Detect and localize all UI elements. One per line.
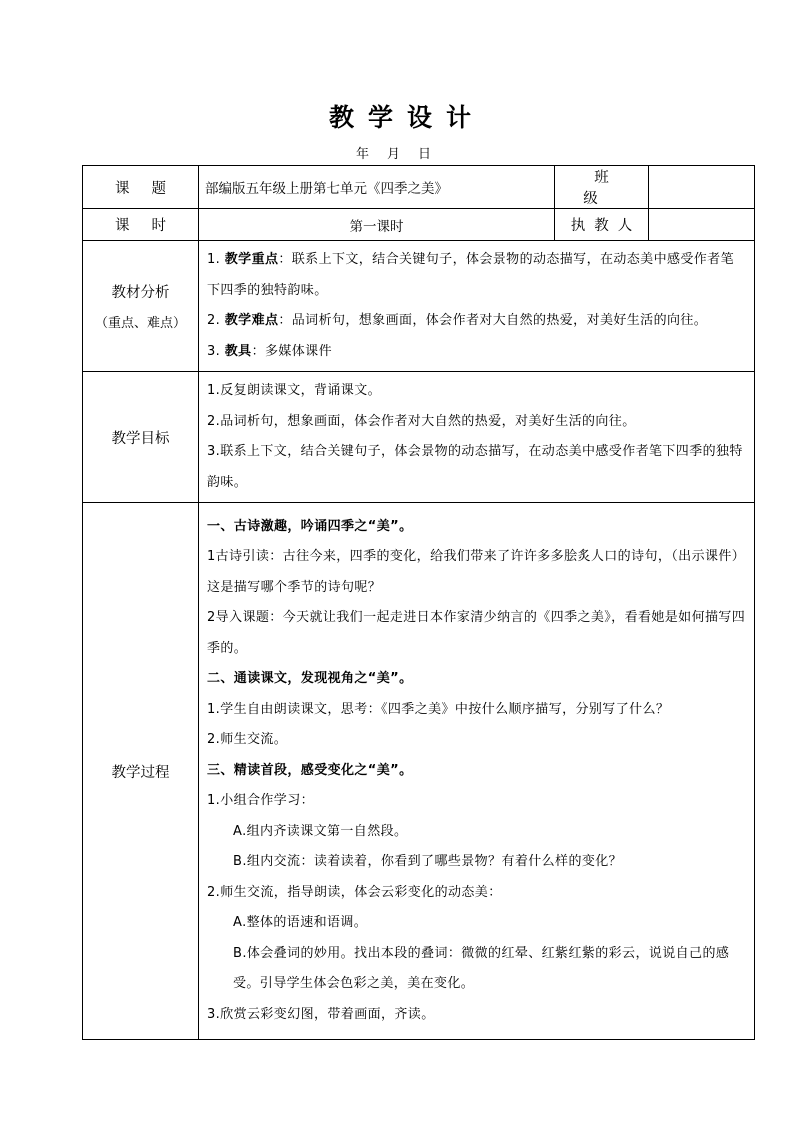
- goal-item: 2.品词析句，想象画面，体会作者对大自然的热爱，对美好生活的向往。: [207, 413, 636, 429]
- teacher-label: 执教人: [555, 209, 649, 241]
- process-row: [83, 503, 755, 1040]
- process-heading: 二、通读课文，发现视角之“美”。: [207, 671, 413, 687]
- process-heading: 一、古诗激趣，吟诵四季之“美”。: [207, 518, 413, 534]
- analysis-item: 3. 教具：多媒体课件: [207, 343, 332, 359]
- date-month: 月: [387, 147, 401, 162]
- process-line: 1古诗引读：古往今来，四季的变化，给我们带来了许许多多脍炙人口的诗句，（出示课件）这是描写哪个季节的诗句呢？: [207, 549, 746, 595]
- goal-item: 3.联系上下文，结合关键句子，体会景物的动态描写，在动态美中感受作者笔下四季的独特韵味。: [207, 444, 743, 490]
- topic-label: 课题: [83, 166, 199, 209]
- date-day: 日: [418, 147, 432, 162]
- process-content: [199, 503, 755, 1040]
- process-line: B.体会叠词的妙用。找出本段的叠词：微微的红晕、红紫红紫的彩云，说说自己的感受。引导学生体会色彩之美，美在变化。: [233, 945, 730, 992]
- analysis-sublabel: （重点、难点）: [94, 316, 186, 331]
- goal-item: 1.反复朗读课文，背诵课文。: [207, 383, 382, 398]
- process-line: A.整体的语速和语调。: [233, 915, 368, 931]
- process-line: 2.师生交流。: [207, 732, 288, 748]
- process-label: 教学过程: [83, 503, 199, 1040]
- analysis-label-cell: [83, 241, 199, 372]
- process-line: A.组内齐读课文第一自然段。: [233, 823, 408, 839]
- period-row: [83, 209, 755, 241]
- process-line: 1.学生自由朗读课文，思考：《四季之美》中按什么顺序描写，分别写了什么？: [207, 701, 670, 717]
- process-line: 2.师生交流，指导朗读，体会云彩变化的动态美：: [207, 884, 502, 900]
- class-label: 班级: [555, 166, 649, 209]
- page-title: 教学设计: [328, 103, 485, 132]
- date-year: 年: [356, 147, 370, 162]
- period-value: 第一课时: [199, 209, 555, 241]
- analysis-row: [83, 241, 755, 372]
- process-line: 2导入课题：今天就让我们一起走进日本作家清少纳言的《四季之美》，看看她是如何描写四季的。: [207, 610, 746, 656]
- analysis-content: [199, 241, 755, 372]
- date-line: [356, 143, 449, 162]
- process-line: 3.欣赏云彩变幻图，带着画面，齐读。: [207, 1006, 435, 1022]
- topic-row: [83, 166, 755, 209]
- topic-value: 部编版五年级上册第七单元《四季之美》: [199, 166, 555, 209]
- class-value[interactable]: [649, 166, 755, 209]
- process-line: 1.小组合作学习：: [207, 793, 315, 809]
- goals-label: 教学目标: [83, 372, 199, 503]
- period-label: 课时: [83, 209, 199, 241]
- goals-content: [199, 372, 755, 503]
- process-line: B.组内交流：读着读着，你看到了哪些景物？有着什么样的变化？: [233, 854, 623, 870]
- teacher-value[interactable]: [649, 209, 755, 241]
- analysis-label: 教材分析: [111, 285, 170, 301]
- analysis-item: 1. 教学重点：联系上下文，结合关键句子，体会景物的动态描写，在动态美中感受作者笔下四季的独特韵味。: [207, 252, 734, 298]
- lesson-plan-table: [82, 165, 755, 1040]
- process-heading: 三、精读首段，感受变化之“美”。: [207, 762, 413, 778]
- analysis-item: 2. 教学难点：品词析句，想象画面，体会作者对大自然的热爱，对美好生活的向往。: [207, 313, 708, 328]
- goals-row: [83, 372, 755, 503]
